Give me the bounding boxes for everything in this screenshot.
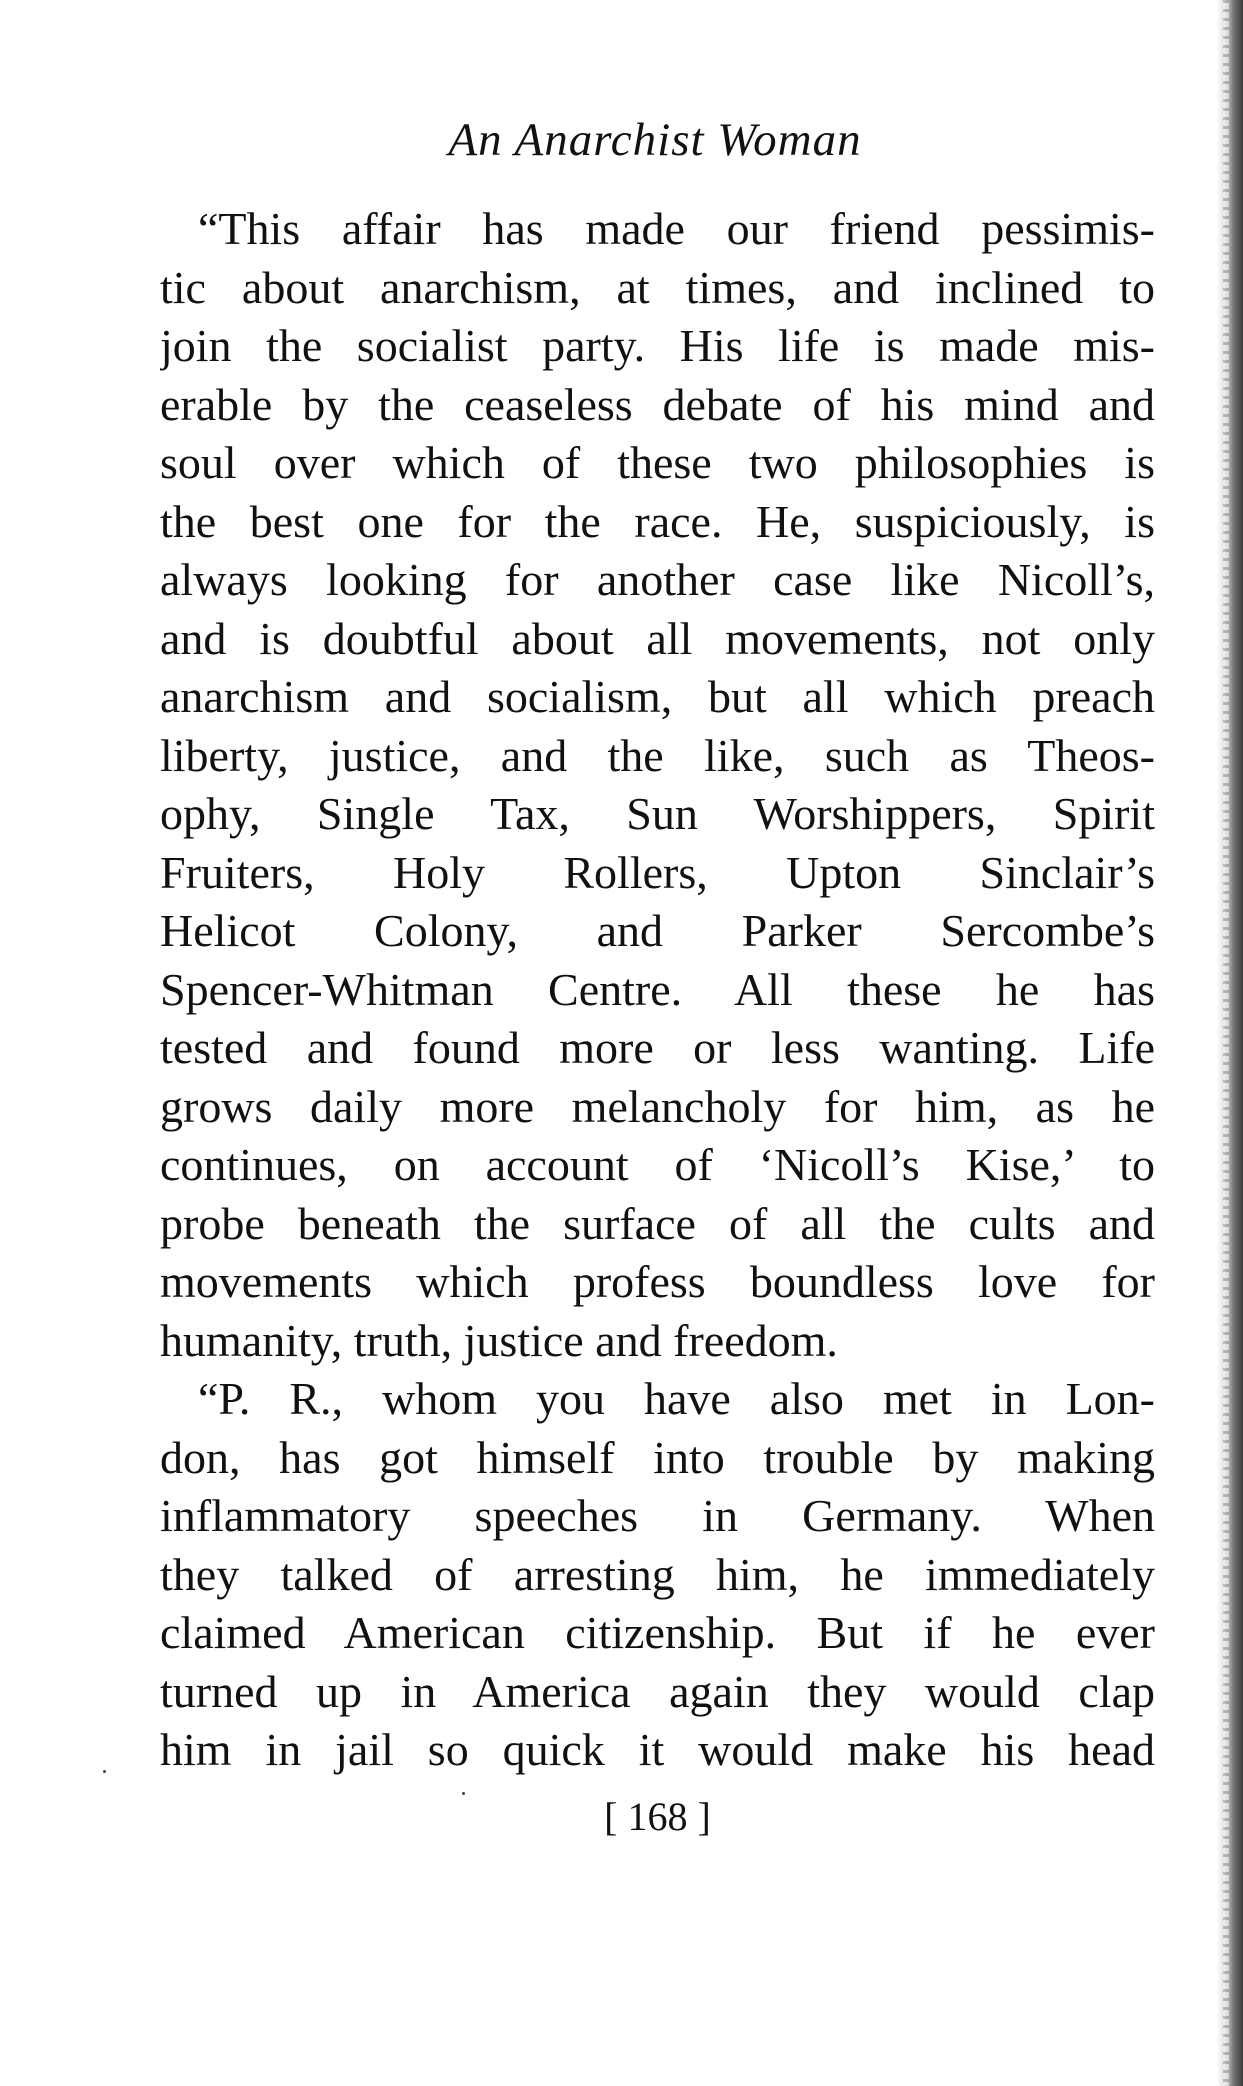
text-line: always looking for another case like Nicoll’s, xyxy=(160,554,1155,605)
text-line: tic about anarchism, at times, and inclined to xyxy=(160,261,1155,313)
text-line: liberty, justice, and the like, such as Theos- xyxy=(160,729,1155,781)
text-line: soul over which of these two philosophies is xyxy=(160,437,1155,488)
text-line: they talked of arresting him, he immediately xyxy=(160,1548,1155,1600)
text-line: the best one for the race. He, suspiciously, is xyxy=(160,495,1155,547)
text-line: claimed American citizenship. But if he ever xyxy=(160,1607,1155,1658)
text-line: Helicot Colony, and Parker Sercombe’s xyxy=(160,905,1155,956)
text-line: turned up in America again they would clap xyxy=(160,1665,1155,1717)
text-line: probe beneath the surface of all the cults and xyxy=(160,1197,1155,1249)
text-line: him in jail so quick it would make his head xyxy=(160,1724,1155,1775)
scan-speck xyxy=(103,1770,106,1773)
scan-speck xyxy=(462,1792,465,1795)
text-line: don, has got himself into trouble by making xyxy=(160,1431,1155,1483)
text-line: continues, on account of ‘Nicoll’s Kise,’ to xyxy=(160,1139,1155,1190)
text-line: erable by the ceaseless debate of his mind and xyxy=(160,378,1155,430)
text-line: movements which profess boundless love for xyxy=(160,1256,1155,1307)
text-line: and is doubtful about all movements, not only xyxy=(160,612,1155,664)
text-line: join the socialist party. His life is made mis- xyxy=(160,320,1155,371)
text-line: ophy, Single Tax, Sun Worshippers, Spirit xyxy=(160,788,1155,839)
text-line: anarchism and socialism, but all which preach xyxy=(160,671,1155,722)
page-number: [ 168 ] xyxy=(604,1794,711,1839)
scanned-page-edge xyxy=(1217,0,1243,2086)
text-line: Spencer-Whitman Centre. All these he has xyxy=(160,963,1155,1015)
text-line: “This affair has made our friend pessimis- xyxy=(198,203,1155,254)
text-line: grows daily more melancholy for him, as he xyxy=(160,1080,1155,1132)
text-line: Fruiters, Holy Rollers, Upton Sinclair’s xyxy=(160,846,1155,898)
body-text xyxy=(160,200,1155,1780)
text-line: inflammatory speeches in Germany. When xyxy=(160,1490,1155,1541)
text-line: tested and found more or less wanting. Life xyxy=(160,1022,1155,1073)
text-line: humanity, truth, justice and freedom. xyxy=(160,1314,838,1366)
text-line: “P. R., whom you have also met in Lon- xyxy=(198,1373,1155,1424)
running-head: An Anarchist Woman xyxy=(448,114,862,166)
